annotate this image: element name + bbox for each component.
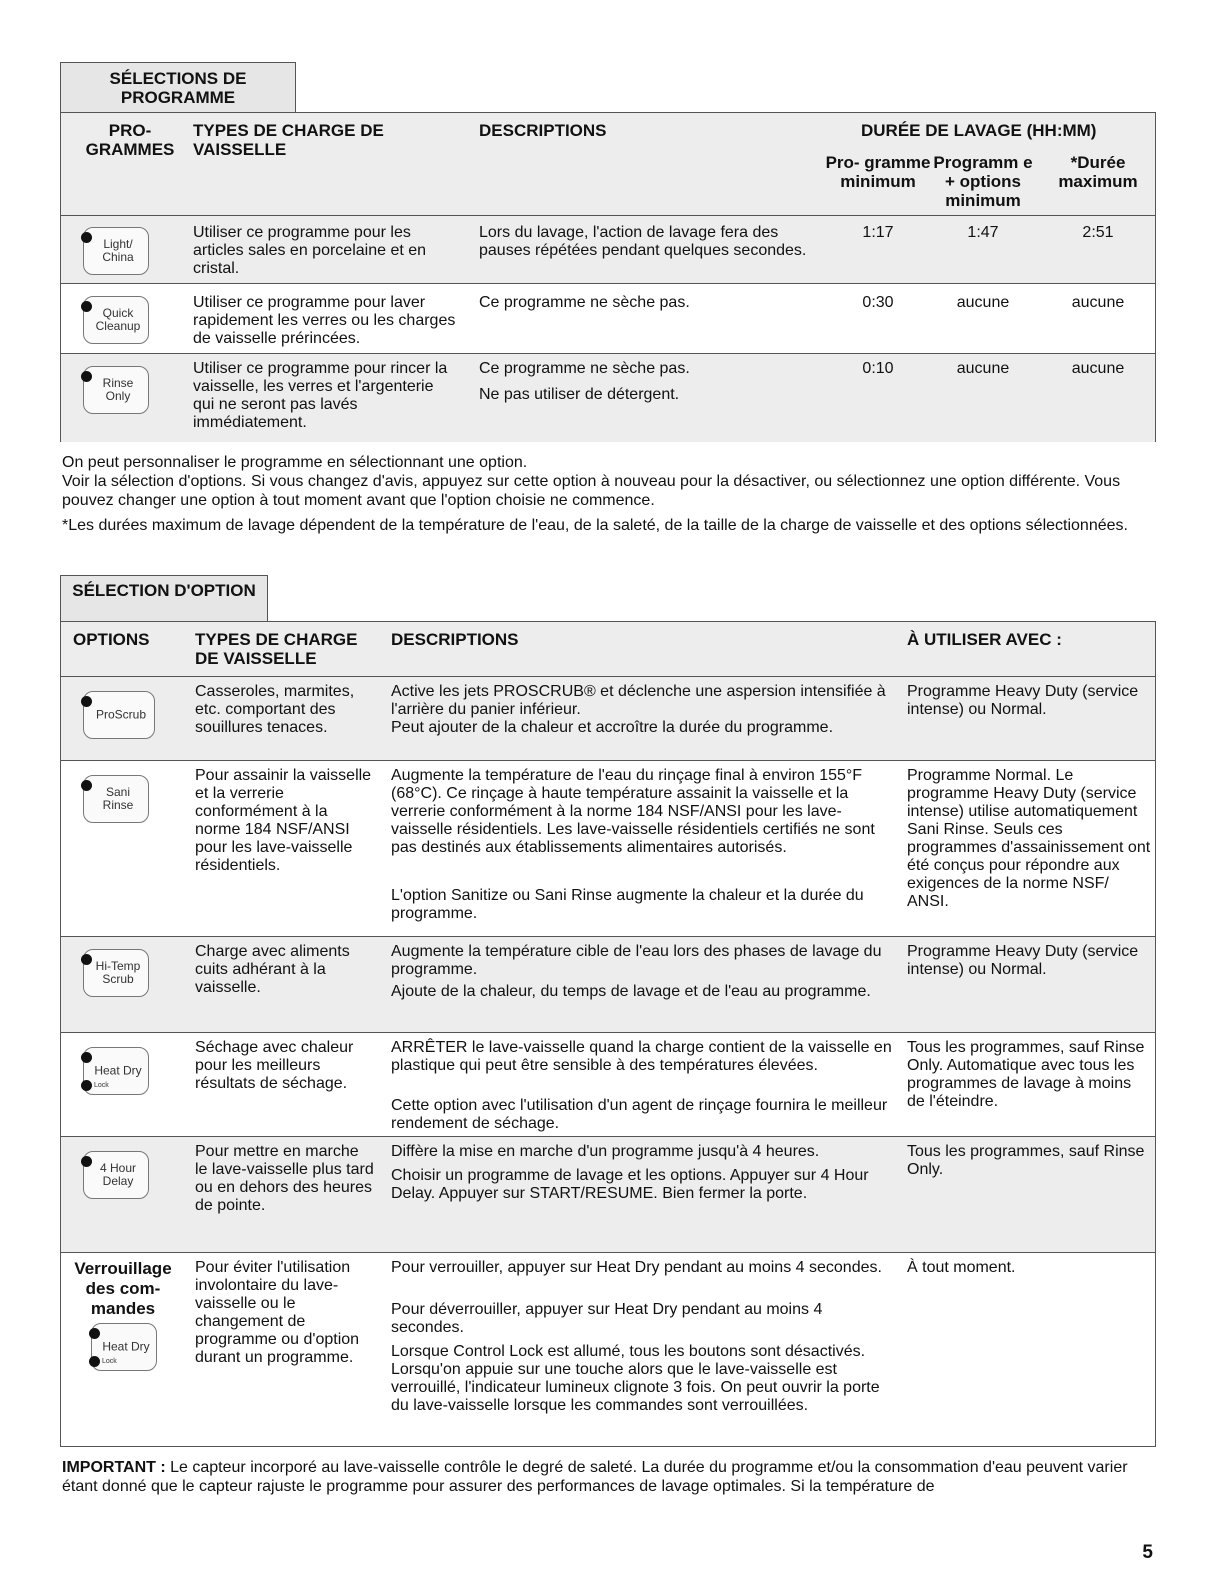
rinse-only-button: Rinse Only [83, 366, 149, 414]
option-row-heat-dry [61, 1032, 1155, 1137]
option-desc-2: Pour déverrouiller, appuyer sur Heat Dry pendant au moins 4 secondes. [391, 1301, 823, 1336]
option-load: Pour éviter l'utilisation involontaire du lave-vaisselle ou le changement de programme ou d'option durant un programme. [195, 1259, 360, 1366]
program-max: aucune [1071, 294, 1125, 311]
option-section-title: SÉLECTION D'OPTION [60, 575, 268, 621]
program-row-light-china [61, 215, 1155, 284]
program-min: 0:30 [862, 294, 894, 311]
header-use-with: À UTILISER AVEC : [907, 630, 1062, 649]
note-personalize: On peut personnaliser le programme en sélectionnant une option. [62, 454, 528, 471]
program-desc: Ce programme ne sèche pas. [479, 294, 690, 311]
control-lock-label: Verrouillage des com- mandes [74, 1259, 172, 1318]
header-duration: DURÉE DE LAVAGE (HH:MM) [861, 121, 1097, 140]
option-load: Pour assainir la vaisselle et la verrerie conformément à la norme 184 NSF/ANSI pour les lave-vaisselle résidentiels. [195, 767, 372, 874]
option-row-control-lock [61, 1252, 1155, 1447]
program-min: 0:10 [862, 360, 894, 377]
option-desc: Active les jets PROSCRUB® et déclenche une aspersion intensifiée à l'arrière du panier inférieur. [391, 683, 886, 718]
note-options: Voir la sélection d'options. Si vous changez d'avis, appuyez sur cette option à nouveau pour la désactiver, ou sélectionnez une option différente. Vous pouvez changer une option à tout moment avant que l'option choisie ne commence. [62, 473, 1121, 509]
program-desc-2: Ne pas utiliser de détergent. [479, 386, 680, 403]
header-descriptions: DESCRIPTIONS [479, 121, 607, 140]
option-load: Charge avec aliments cuits adhérant à la vaisselle. [195, 943, 350, 996]
header-options: OPTIONS [73, 630, 150, 649]
middle-notes [62, 453, 1152, 535]
indicator-light-icon [81, 696, 92, 707]
option-use: Programme Normal. Le programme Heavy Duty (service intense) utilise automatiquement Sani Rinse. Seuls ces programmes d'assainissement ont été conçus pour répondre aux exigences de la norme NSF/ ANSI. [907, 767, 1151, 910]
option-row-proscrub [61, 676, 1155, 761]
header-load-types: TYPES DE CHARGE DE VAISSELLE [195, 630, 358, 668]
important-note [62, 1458, 1152, 1496]
header-min-options: Programm e + options minimum [933, 153, 1033, 210]
option-use: Tous les programmes, sauf Rinse Only. Automatique avec tous les programmes de lavage à moins de l'éteindre. [907, 1039, 1145, 1110]
header-load-types: TYPES DE CHARGE DE VAISSELLE [193, 121, 384, 159]
option-desc: Diffère la mise en marche d'un programme jusqu'à 4 heures. [391, 1143, 820, 1160]
proscrub-button: ProScrub [83, 691, 155, 739]
page-number: 5 [1142, 1542, 1153, 1563]
header-max: *Durée maximum [1058, 153, 1138, 191]
important-text: Le capteur incorporé au lave-vaisselle contrôle le degré de saleté. La durée du programme et/ou la consommation d'eau peuvent varier étant donné que le capteur rajuste le programme pour assurer des performances de lavage optimales. Si la température de [62, 1459, 1128, 1495]
program-desc: Lors du lavage, l'action de lavage fera des pauses répétées pendant quelques secondes. [479, 224, 807, 259]
option-desc: Augmente la température cible de l'eau lors des phases de lavage du programme. [391, 943, 882, 978]
program-max: aucune [1071, 360, 1125, 377]
option-desc-2: Peut ajouter de la chaleur et accroître la durée du programme. [391, 719, 834, 736]
option-table [60, 621, 1156, 1447]
indicator-light-icon [89, 1328, 100, 1339]
option-desc: Augmente la température de l'eau du rinçage final à environ 155°F (68°C). Ce rinçage à haute température assainit la vaisselle et la verrerie conformément à la norme 184 NSF/ANSI pour les lave-vaisselle résidentiels. Les lave-vaisselle résidentiels certifiés ne sont pas destinés aux établissements alimentaires autorisés. [391, 767, 875, 856]
option-use: Programme Heavy Duty (service intense) ou Normal. [907, 943, 1139, 978]
option-use: Programme Heavy Duty (service intense) ou Normal. [907, 683, 1139, 718]
4-hour-delay-button: 4 Hour Delay [83, 1151, 149, 1199]
hi-temp-scrub-button: Hi-Temp Scrub [83, 949, 149, 997]
option-use: Tous les programmes, sauf Rinse Only. [907, 1143, 1145, 1178]
important-label: IMPORTANT : [62, 1459, 166, 1476]
program-row-quick-cleanup [61, 283, 1155, 354]
option-desc-2: Cette option avec l'utilisation d'un agent de rinçage fournira le meilleur rendement de séchage. [391, 1097, 888, 1132]
option-desc: Pour verrouiller, appuyer sur Heat Dry pendant au moins 4 secondes. [391, 1259, 882, 1276]
option-load: Pour mettre en marche le lave-vaisselle plus tard ou en dehors des heures de pointe. [195, 1143, 374, 1214]
option-desc: ARRÊTER le lave-vaisselle quand la charge contient de la vaisselle en plastique qui peut être sensible à des températures élevées. [391, 1039, 892, 1074]
lock-light-icon [81, 1080, 92, 1091]
program-min-options: aucune [956, 360, 1010, 377]
header-min: Pro- gramme minimum [825, 153, 931, 191]
program-load: Utiliser ce programme pour les articles sales en porcelaine et en cristal. [193, 224, 427, 277]
option-row-4-hour-delay [61, 1136, 1155, 1253]
program-min-options: aucune [956, 294, 1010, 311]
option-load: Casseroles, marmites, etc. comportant des souillures tenaces. [195, 683, 355, 736]
program-min-options: 1:47 [967, 224, 999, 241]
sani-rinse-button: Sani Rinse [83, 775, 149, 823]
program-desc: Ce programme ne sèche pas. [479, 360, 690, 377]
program-min: 1:17 [862, 224, 894, 241]
option-desc-3: Lorsque Control Lock est allumé, tous les boutons sont désactivés. Lorsqu'on appuie sur une touche alors que le lave-vaisselle est verrouillé, l'indicateur lumineux clignote 3 fois. On peut ouvrir la porte du lave-vaisselle lorsque les commandes sont verrouillées. [391, 1343, 880, 1414]
header-descriptions: DESCRIPTIONS [391, 630, 519, 649]
program-load: Utiliser ce programme pour laver rapidement les verres ou les charges de vaisselle prérincées. [193, 294, 456, 347]
program-load: Utiliser ce programme pour rincer la vaisselle, les verres et l'argenterie qui ne seront pas lavés immédiatement. [193, 360, 448, 431]
light-china-button: Light/ China [83, 227, 149, 275]
option-desc-2: L'option Sanitize ou Sani Rinse augmente la chaleur et la durée du programme. [391, 887, 864, 922]
program-table [60, 112, 1156, 442]
option-load: Séchage avec chaleur pour les meilleurs résultats de séchage. [195, 1039, 354, 1092]
note-max-durations: *Les durées maximum de lavage dépendent de la température de l'eau, de la saleté, de la taille de la charge de vaisselle et des options sélectionnées. [62, 517, 1128, 534]
lock-light-icon [89, 1356, 100, 1367]
option-use: À tout moment. [907, 1259, 1016, 1276]
indicator-light-icon [81, 1052, 92, 1063]
program-max: 2:51 [1082, 224, 1114, 241]
program-row-rinse-only [61, 353, 1155, 442]
heat-dry-button: Heat Dry Lock [83, 1047, 149, 1095]
program-section-title: SÉLECTIONS DE PROGRAMME [60, 62, 296, 112]
heat-dry-lock-button: Heat Dry Lock [91, 1323, 157, 1371]
option-desc-2: Ajoute de la chaleur, du temps de lavage et de l'eau au programme. [391, 983, 871, 1000]
header-programs: PRO- GRAMMES [85, 121, 175, 159]
option-row-sani-rinse [61, 760, 1155, 937]
option-row-hi-temp-scrub [61, 936, 1155, 1033]
quick-cleanup-button: Quick Cleanup [83, 296, 149, 344]
option-desc-2: Choisir un programme de lavage et les options. Appuyer sur 4 Hour Delay. Appuyer sur START/RESUME. Bien fermer la porte. [391, 1167, 869, 1202]
